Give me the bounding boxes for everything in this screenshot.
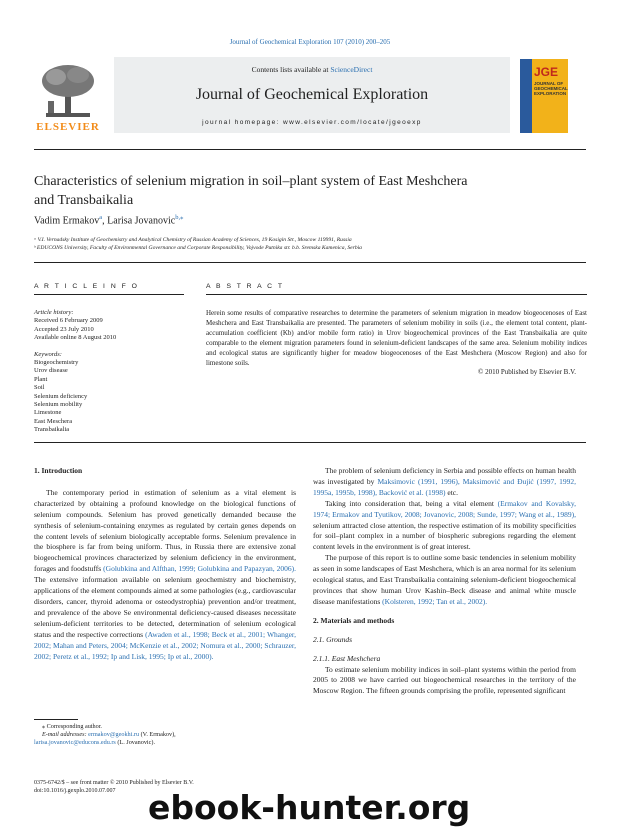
sciencedirect-link[interactable]: ScienceDirect [330,65,373,74]
article-title [34,172,574,210]
masthead [34,57,586,141]
corresponding-author: ⁎ Corresponding author. [42,723,102,730]
abstract-rule [206,294,587,295]
email-label: E-mail addresses: [42,731,87,738]
grounds-heading: 2.1. Grounds [313,634,353,644]
footnote [34,723,296,747]
keyword: Limestone [34,409,62,417]
citation-link[interactable]: Maksimovic (1991, 1996), Maksimović and Đujić (1997, 1992, 1995a, 1995b, 1998), Backović et al. (1998) [313,476,577,497]
body-paragraph: To estimate selenium mobility indices in soil–plant systems within the period from 2005 to 2008 we have carried out biogeochemical researches in the territory of the Moscow Region. The fifteen grounds comprising the profile, represented significant [313,664,576,696]
issn-line: 0375-6742/$ – see front matter © 2010 Published by Elsevier B.V. [34,780,194,786]
citation-link[interactable]: (Golubkina and Alfthan, 1999; Golubkina and Papazyan, 2006). [103,564,297,574]
body-text: The problem of selenium deficiency in Serbia and possible effects on human health was investigated by [313,466,576,486]
elsevier-tree-icon [38,61,98,121]
keyword: Selenium deficiency [34,392,88,400]
body-paragraph [313,553,576,608]
body-text: The purpose of this report is to outline some basic tendencies in selenium mobility as seen in some landscapes of East Meshchera, which is an area normal for its selenium ecological status, and East Transbaikalia containing selenium-deficient biogeochemical provinces that show human Urov Kashin–Beck disease and animal white muscle disease manifestations [313,553,576,606]
article-info-heading: A R T I C L E I N F O [34,283,139,290]
header-rule [34,149,586,150]
abstract-text: Herein some results of comparative researches to determine the parameters of selenium migration in meadow biogeocenoses of East Meshchera and East Transbaikalia are presented. The parameters of selenium mobility in soils (i.e., the element total content, plant-accumulation coefficient (Kb) and/or mobile form ratio) in Urov biogeochemical provinces of the East Transbaikalia are quite comparable to the element migration parameters found in selenium-deficient landscapes of the same area. Selenium mobility indices and ecological status are significantly higher for meadow biogeocenoses of the East Meshchera (Moscow Region) and also for limestone soils. [206,309,587,367]
body-text: selenium attracted close attention, the respective estimation of its mobility specificities for soil–plant complex in a number of biospheric subregions regarding the element content levels in the environment is of great interest. [313,520,576,552]
copyright-line: © 2010 Published by Elsevier B.V. [478,368,576,376]
citation-link[interactable]: (Kolsteren, 1992; Tan et al., 2002). [382,596,488,606]
email-line [34,731,296,739]
journal-homepage[interactable]: journal homepage: www.elsevier.com/locate/jgeoexp [202,119,422,126]
doi-link[interactable]: doi:10.1016/j.gexplo.2010.07.007 [34,788,116,794]
cover-title: JOURNAL OF GEOCHEMICAL EXPLORATION [534,81,568,96]
footnote-rule [34,719,78,720]
east-meshchera-heading: 2.1.1. East Meshchera [313,653,381,663]
body-text: Taking into consideration that, being a vital element [325,498,494,508]
author-name: Larisa Jovanovic [107,215,176,227]
keyword: Transbaikalia [34,426,70,434]
methods-heading: 2. Materials and methods [313,615,395,625]
history-label: Article history: [34,309,74,316]
body-rule [34,442,586,443]
contents-prefix: Contents lists available at [251,65,329,74]
citation-link[interactable]: (Awaden et al., 1998; Beck et al., 2001; Whanger, 2002; Mahan and Peters, 2004; McKenzie et al., 2002; Nomura et al., 2000; Schrauzer, 2002; Peretz et al., 1992; Ip and Lisk, 1995; Ip et al., 2000). [34,629,297,661]
info-rule [34,294,184,295]
keyword: Plant [34,375,48,383]
journal-citation-link[interactable]: Journal of Geochemical Exploration 107 (2010) 200–205 [229,38,391,46]
email-link[interactable]: larisa.jovanovic@educons.edu.rs [34,739,116,746]
article-title-line1: Characteristics of selenium migration in soil–plant system of East Meshchera [34,174,468,189]
body-paragraph [313,466,576,499]
body-text: etc. [445,487,458,497]
article-title-line2: and Transbaikalia [34,193,134,208]
left-column [34,466,296,662]
citation-link[interactable]: (Ermakov and Kovalsky, 1974; Ermakov and Tyutikov, 2008; Jovanovic, 2008; Sunde, 1997; Wang et al., 1989), [313,498,576,519]
journal-cover [520,59,568,133]
email-owner: (L. Jovanovic). [115,739,156,746]
cover-abbrev: JGE [534,65,559,79]
email-link[interactable]: ermakov@geokhi.ru [88,731,140,738]
contents-line [114,65,510,74]
affiliation-a: ᵃ V.I. Vernadsky Institute of Geochemistry and Analytical Chemistry of Russian Academy of Sciences, 19 Kosigin Str., Moscow 119991, Russia [34,237,352,243]
keyword: Urov disease [34,367,68,375]
author-affiliation-mark[interactable]: a [99,214,103,221]
accepted-date: Accepted 23 July 2010 [34,325,94,333]
right-column [313,466,576,697]
keyword: Biogeochemistry [34,359,79,367]
journal-title: Journal of Geochemical Exploration [195,86,429,103]
journal-banner [114,57,510,133]
author-list [34,213,183,226]
elsevier-wordmark: ELSEVIER [36,121,100,133]
introduction-heading: 1. Introduction [34,466,83,475]
keywords-label: Keywords: [34,350,62,358]
intro-text: The contemporary period in estimation of selenium as a vital element is characterized by obtaining a profound knowledge on the biological functions of selenium compounds. Selenium has proved genetically demanded because the synthesis of selenium-containing enzymes as regulated by certain genes depends on the content levels of selenium biologically acceptable forms. Selenium prevalence in the biosphere is far from being uniform. Thus, in Russia there are extensive zonal biogeochemical provinces characterized by selenium deficiency in the environment, forages and foodstuffs [34,487,296,574]
elsevier-logo [34,57,102,137]
received-date: Received 6 February 2009 [34,317,103,325]
online-date: Available online 8 August 2010 [34,334,117,342]
email-line [34,739,296,747]
author-affiliation-mark[interactable]: b,⁎ [175,214,184,221]
author-name: Vadim Ermakov [34,215,100,227]
author-separator: , [102,215,108,227]
keyword: Selenium mobility [34,401,83,409]
abstract-heading: A B S T R A C T [206,283,284,290]
body-paragraph [313,499,576,554]
keyword: Soil [34,384,45,392]
watermark: ebook-hunter.org [148,788,471,827]
affiliation-rule [34,262,586,263]
intro-text: The extensive information available on selenium geochemistry and biochemistry, applications of the element compounds aimed at some pathologies (e.g., cardiovascular disorders, cancer, thyroid adenoma or osteodystrophia) prevention and/or treatment, and prevalence of the above Se environmental deficiency-caused diseases necessitate selenium-deficient territories to be detected, determination of selenium ecological status and the respective corrections [34,575,296,639]
email-owner: (V. Ermakov), [139,731,176,738]
article-info [34,309,184,435]
affiliation-b: ᵇ EDUCONS University, Faculty of Environmental Governance and Corporate Responsibility, Vojvode Putnika str. b.b. Sremska Kamenica, Serbia [34,245,362,251]
keyword-list [34,359,184,435]
keyword: East Meschera [34,417,73,425]
intro-paragraph [34,488,296,663]
cover-stripe [520,59,532,133]
